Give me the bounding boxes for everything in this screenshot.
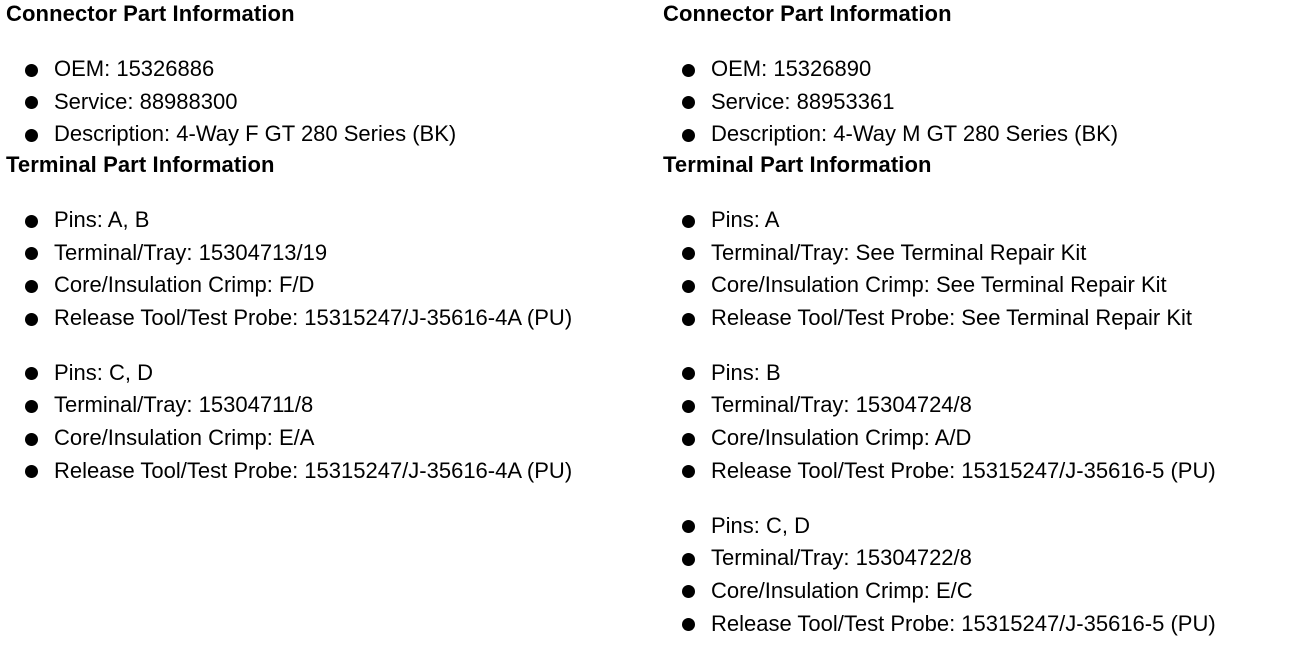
bullet-icon xyxy=(682,96,695,109)
bullet-icon xyxy=(25,247,38,260)
bullet-icon xyxy=(682,618,695,631)
bullet-icon xyxy=(682,215,695,228)
group-spacer xyxy=(663,488,1303,510)
bullet-icon xyxy=(682,313,695,326)
bullet-icon xyxy=(25,215,38,228)
terminal-pins-item: Pins: B xyxy=(663,357,1303,390)
terminal-pins-item: Pins: A xyxy=(663,204,1303,237)
bullet-icon xyxy=(682,553,695,566)
terminal-group-list xyxy=(6,357,656,488)
bullet-icon xyxy=(682,520,695,533)
terminal-part-heading: Terminal Part Information xyxy=(663,152,932,177)
terminal-crimp-item: Core/Insulation Crimp: E/C xyxy=(663,575,1303,608)
terminal-crimp-item: Core/Insulation Crimp: See Terminal Repair Kit xyxy=(663,269,1303,302)
terminal-tray-item: Terminal/Tray: 15304722/8 xyxy=(663,542,1303,575)
bullet-icon xyxy=(682,129,695,142)
connector-oem-item: OEM: 15326886 xyxy=(6,53,656,86)
terminal-pins-item: Pins: C, D xyxy=(6,357,656,390)
connector-service-item: Service: 88988300 xyxy=(6,86,656,119)
terminal-pins-item: Pins: C, D xyxy=(663,510,1303,543)
terminal-group-list xyxy=(6,204,656,335)
terminal-tray-item: Terminal/Tray: 15304711/8 xyxy=(6,389,656,422)
bullet-icon xyxy=(682,585,695,598)
group-spacer xyxy=(6,335,656,357)
terminal-tray-item: Terminal/Tray: 15304724/8 xyxy=(663,389,1303,422)
bullet-icon xyxy=(25,280,38,293)
bullet-icon xyxy=(25,433,38,446)
bullet-icon xyxy=(682,465,695,478)
terminal-pins-item: Pins: A, B xyxy=(6,204,656,237)
terminal-group-list xyxy=(663,204,1303,335)
terminal-crimp-item: Core/Insulation Crimp: E/A xyxy=(6,422,656,455)
connector-part-list xyxy=(663,53,1303,151)
terminal-crimp-item: Core/Insulation Crimp: A/D xyxy=(663,422,1303,455)
terminal-tray-item: Terminal/Tray: See Terminal Repair Kit xyxy=(663,237,1303,270)
bullet-icon xyxy=(25,367,38,380)
bullet-icon xyxy=(25,129,38,142)
bullet-icon xyxy=(682,64,695,77)
terminal-release-tool-item: Release Tool/Test Probe: 15315247/J-35616-4A (PU) xyxy=(6,302,656,335)
left-connector-column xyxy=(6,0,656,488)
bullet-icon xyxy=(25,96,38,109)
terminal-release-tool-item: Release Tool/Test Probe: 15315247/J-35616-4A (PU) xyxy=(6,455,656,488)
right-connector-column xyxy=(663,0,1303,640)
connector-oem-item: OEM: 15326890 xyxy=(663,53,1303,86)
bullet-icon xyxy=(25,400,38,413)
connector-description-item: Description: 4-Way F GT 280 Series (BK) xyxy=(6,118,656,151)
connector-description-item: Description: 4-Way M GT 280 Series (BK) xyxy=(663,118,1303,151)
bullet-icon xyxy=(682,433,695,446)
terminal-release-tool-item: Release Tool/Test Probe: See Terminal Repair Kit xyxy=(663,302,1303,335)
terminal-release-tool-item: Release Tool/Test Probe: 15315247/J-35616-5 (PU) xyxy=(663,455,1303,488)
terminal-group-list xyxy=(663,510,1303,641)
terminal-crimp-item: Core/Insulation Crimp: F/D xyxy=(6,269,656,302)
bullet-icon xyxy=(25,465,38,478)
bullet-icon xyxy=(682,400,695,413)
terminal-group-list xyxy=(663,357,1303,488)
connector-part-list xyxy=(6,53,656,151)
terminal-release-tool-item: Release Tool/Test Probe: 15315247/J-35616-5 (PU) xyxy=(663,608,1303,641)
bullet-icon xyxy=(682,280,695,293)
connector-service-item: Service: 88953361 xyxy=(663,86,1303,119)
connector-part-heading: Connector Part Information xyxy=(663,1,952,26)
bullet-icon xyxy=(25,64,38,77)
bullet-icon xyxy=(682,247,695,260)
group-spacer xyxy=(663,335,1303,357)
terminal-tray-item: Terminal/Tray: 15304713/19 xyxy=(6,237,656,270)
terminal-part-heading: Terminal Part Information xyxy=(6,152,275,177)
connector-part-heading: Connector Part Information xyxy=(6,1,295,26)
bullet-icon xyxy=(682,367,695,380)
bullet-icon xyxy=(25,313,38,326)
